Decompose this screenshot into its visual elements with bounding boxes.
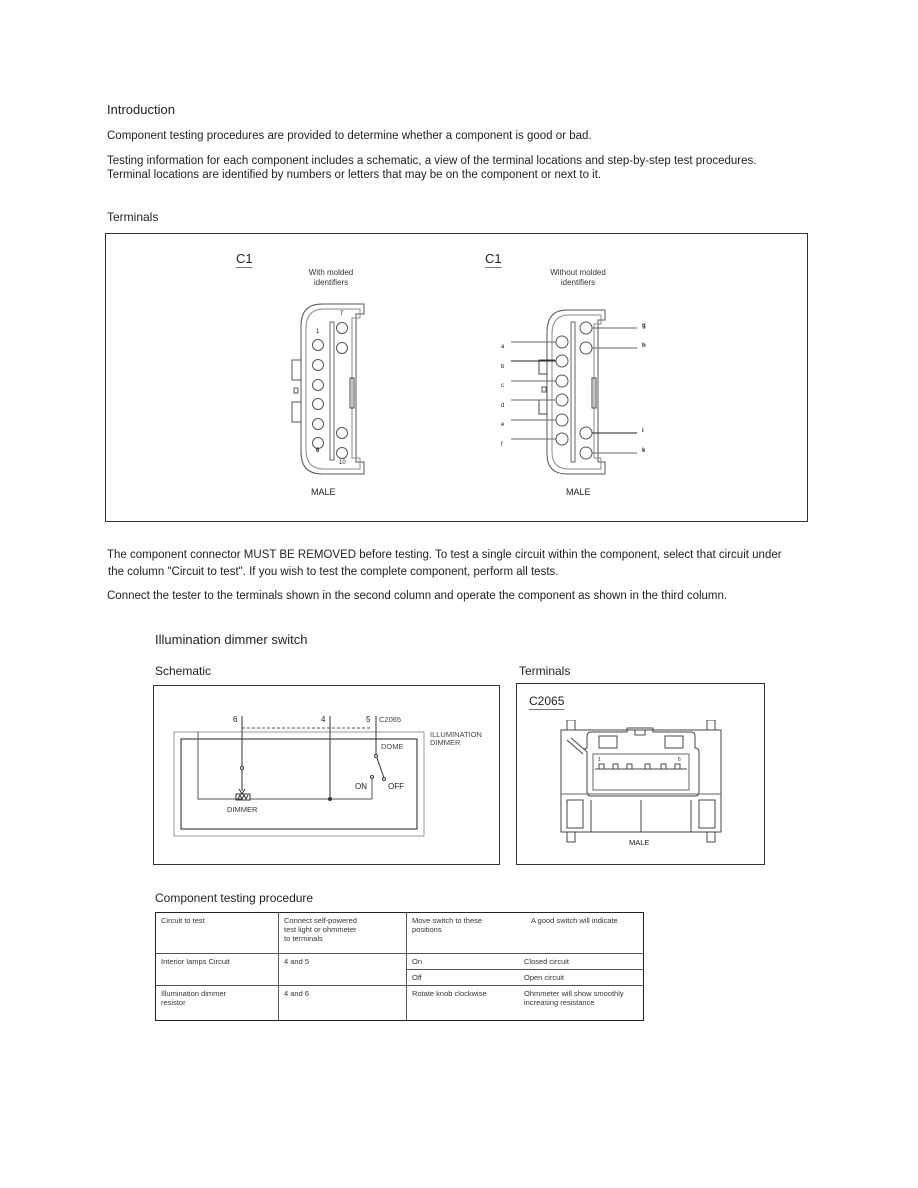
header-circuit: Circuit to test <box>156 913 279 954</box>
left-gender-label: MALE <box>311 487 336 497</box>
c2065-pin-6-label: 6 <box>678 757 681 763</box>
left-caption-line-2: identifiers <box>313 278 349 287</box>
instructions-line-2: the column "Circuit to test". If you wish to test the complete component, perform all tests. <box>108 566 559 578</box>
row2-circuit-line-2: resistor <box>161 998 186 1007</box>
pin-10 <box>337 448 348 459</box>
pin-d-label: d <box>501 402 505 409</box>
pin-a-label: a <box>501 344 505 350</box>
table-row <box>156 986 644 1021</box>
schematic-on-label: ON <box>355 782 367 791</box>
pin-h-label: h <box>642 343 646 349</box>
row2-result <box>519 986 644 1021</box>
pin-6 <box>313 438 324 449</box>
header-connect <box>279 913 407 954</box>
pin-5 <box>313 419 324 430</box>
intro-heading: Introduction <box>107 102 175 117</box>
pin-1 <box>313 340 324 351</box>
pin-2 <box>313 360 324 371</box>
row2-terminals: 4 and 6 <box>279 986 407 1021</box>
row2-result-line-2: increasing resistance <box>524 998 595 1007</box>
schematic-component-label <box>430 731 482 747</box>
right-pins <box>337 323 348 459</box>
pin-4 <box>313 399 324 410</box>
left-pin-10-label: 10 <box>339 460 346 466</box>
header-move <box>407 913 520 954</box>
row1-position-on: On <box>407 954 520 970</box>
instructions-line-3: Connect the tester to the terminals shown in the second column and operate the component as shown in the third column. <box>107 590 728 602</box>
instructions-line-1: The component connector MUST BE REMOVED before testing. To test a single circuit within the component, select that circuit under <box>107 549 782 561</box>
header-move-line-2: positions <box>412 925 442 934</box>
pin-i-label: i <box>642 428 644 434</box>
schematic-component-label-line-1: ILLUMINATION <box>430 730 482 739</box>
schematic-pin-5: 5 <box>366 715 371 724</box>
schematic-heading: Schematic <box>155 664 212 678</box>
c2065-connector-drawing <box>557 720 727 850</box>
row2-circuit-line-1: Illumination dimmer <box>161 989 227 998</box>
component-title: Illumination dimmer switch <box>155 632 308 647</box>
header-connect-line-1: Connect self-powered <box>284 916 357 925</box>
procedure-table <box>155 912 644 1021</box>
left-connector-label: C1 <box>236 251 253 266</box>
header-indicate: A good switch will indicate <box>519 913 644 954</box>
row1-terminals: 4 and 5 <box>279 954 407 986</box>
table-row <box>156 954 644 970</box>
component-connector-label: C2065 <box>529 694 565 708</box>
left-pin-7-label: 7 <box>340 311 344 317</box>
schematic-dimmer-label: DIMMER <box>227 805 258 814</box>
row1-result-off: Open circuit <box>519 970 644 986</box>
schematic-drawing <box>154 686 499 864</box>
schematic-dome-label: DOME <box>381 742 404 751</box>
left-pin-6-label: 6 <box>316 448 320 454</box>
table-header-row <box>156 913 644 954</box>
right-gender-label: MALE <box>566 487 591 497</box>
intro-paragraph-2-line-2: Terminal locations are identified by numbers or letters that may be on the component or next to it. <box>107 169 602 181</box>
pin-f-label: f <box>501 441 503 448</box>
right-connector-left-pin-labels <box>501 338 504 456</box>
intro-paragraph-2-line-1: Testing information for each component includes a schematic, a view of the terminal locations and step-by-step test procedures. <box>107 155 757 167</box>
row2-result-line-1: Ohmmeter will show smoothly <box>524 989 624 998</box>
schematic-pin-4: 4 <box>321 715 326 724</box>
row2-position: Rotate knob clockwise <box>412 989 487 998</box>
schematic-component-label-line-2: DIMMER <box>430 738 461 747</box>
right-connector-label: C1 <box>485 251 502 266</box>
pin-9 <box>337 428 348 439</box>
right-caption-line-1: Without molded <box>550 268 606 277</box>
component-terminals-heading: Terminals <box>519 664 571 678</box>
pin-c-label: c <box>501 383 504 390</box>
pin-3 <box>313 380 324 391</box>
c2065-pin-1-label: 1 <box>598 757 601 763</box>
pin-k-label: k <box>642 448 646 454</box>
pin-e-label: e <box>501 422 505 429</box>
row1-position-off: Off <box>407 970 520 986</box>
right-caption <box>538 268 618 288</box>
c2065-gender-label: MALE <box>629 838 650 847</box>
left-pins <box>313 340 324 449</box>
pin-8 <box>337 343 348 354</box>
terminals-heading: Terminals <box>107 210 159 224</box>
terminals-figure-box <box>105 233 808 522</box>
header-move-line-1: Move switch to these <box>412 916 483 925</box>
left-caption <box>296 268 366 288</box>
row1-circuit: Interior lamps Circuit <box>156 954 279 986</box>
component-terminals-box <box>516 683 765 865</box>
right-connector-drawing <box>471 302 701 482</box>
row2-circuit <box>156 986 279 1021</box>
pin-7 <box>337 323 348 334</box>
procedure-heading: Component testing procedure <box>155 891 314 905</box>
schematic-box <box>153 685 500 865</box>
right-caption-line-2: identifiers <box>560 278 596 287</box>
schematic-connector-label: C2065 <box>379 715 402 724</box>
left-caption-line-1: With molded <box>308 268 354 277</box>
header-connect-line-2: test light or ohmmeter <box>284 925 357 934</box>
header-connect-line-3: to terminals <box>284 934 323 943</box>
intro-paragraph-1: Component testing procedures are provided to determine whether a component is good or bad. <box>107 130 592 142</box>
row1-result-on: Closed circuit <box>519 954 644 970</box>
left-pin-1-label: 1 <box>316 329 320 335</box>
left-connector-drawing <box>286 302 386 482</box>
schematic-pin-6: 6 <box>233 715 238 724</box>
pin-g-label: g <box>642 323 646 329</box>
pin-b-label: b <box>501 363 505 370</box>
schematic-off-label: OFF <box>388 782 404 791</box>
